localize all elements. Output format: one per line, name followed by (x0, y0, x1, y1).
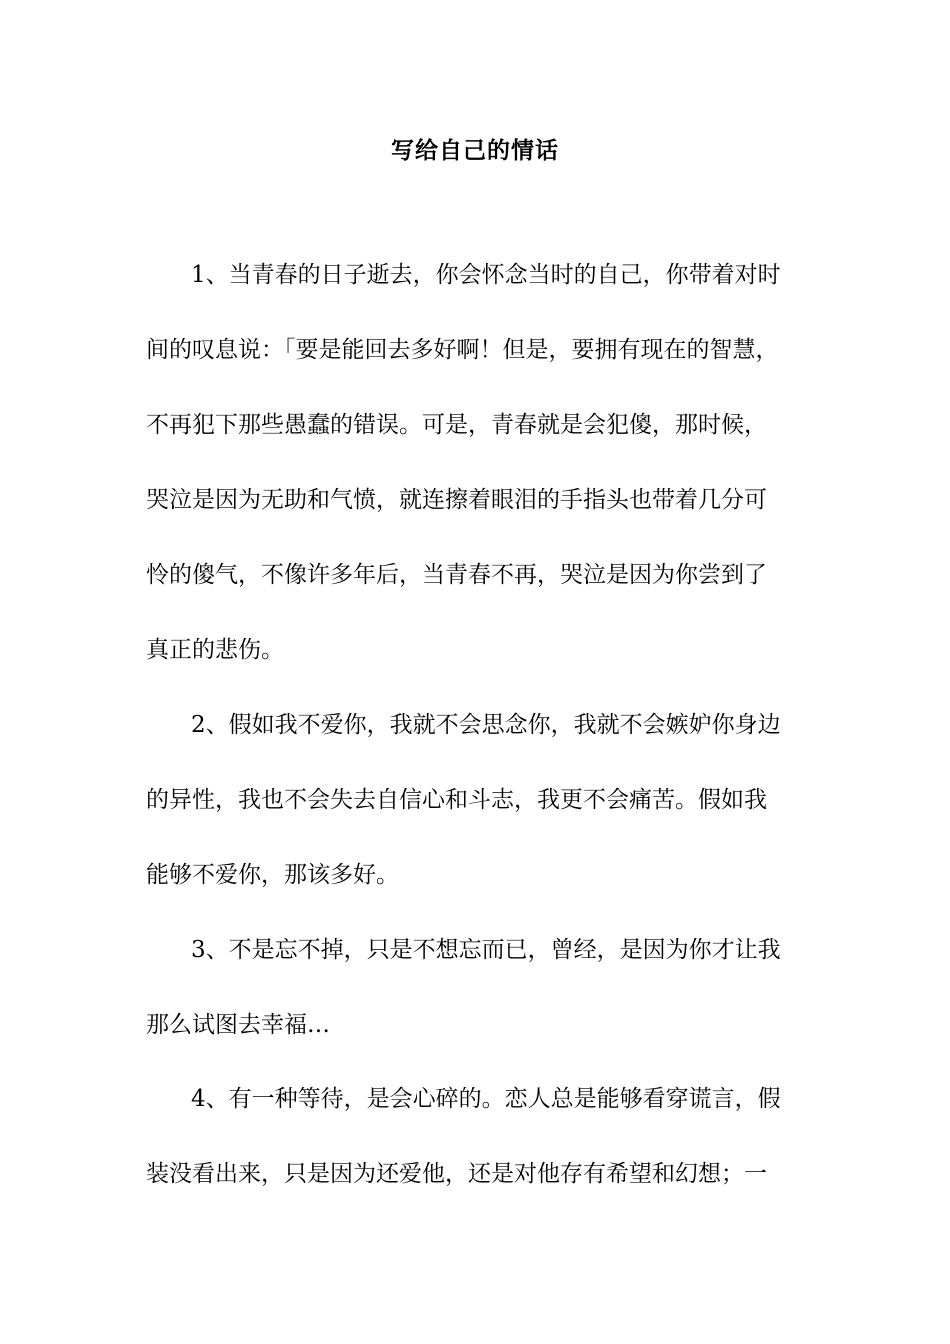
paragraph-3-line-2: 那么试图去幸福… (146, 1012, 330, 1038)
paragraph-4-line-2: 装没看出来，只是因为还爱他，还是对他存有希望和幻想；一 (146, 1161, 767, 1187)
paragraph-2-line-2: 的异性，我也不会失去自信心和斗志，我更不会痛苦。假如我 (146, 787, 767, 813)
paragraph-1-line-2: 间的叹息说：「要是能回去多好啊！但是，要拥有现在的智慧， (146, 337, 779, 363)
paragraph-1-line-1: 1、当青春的日子逝去，你会怀念当时的自己，你带着对时 (191, 262, 781, 288)
paragraph-4-line-1: 4、有一种等待，是会心碎的。恋人总是能够看穿谎言，假 (191, 1086, 781, 1112)
paragraph-1-line-6: 真正的悲伤。 (146, 637, 284, 663)
paragraph-1-line-5: 怜的傻气，不像许多年后，当青春不再，哭泣是因为你尝到了 (146, 562, 767, 588)
paragraph-2-line-1: 2、假如我不爱你，我就不会思念你，我就不会嫉妒你身边 (191, 712, 781, 738)
paragraph-2-line-3: 能够不爱你，那该多好。 (146, 862, 399, 888)
document-title: 写给自己的情话 (391, 138, 559, 164)
paragraph-3-line-1: 3、不是忘不掉，只是不想忘而已，曾经，是因为你才让我 (191, 937, 781, 963)
paragraph-1-line-4: 哭泣是因为无助和气愤，就连擦着眼泪的手指头也带着几分可 (146, 487, 767, 513)
paragraph-1-line-3: 不再犯下那些愚蠢的错误。可是，青春就是会犯傻，那时候， (146, 412, 767, 438)
